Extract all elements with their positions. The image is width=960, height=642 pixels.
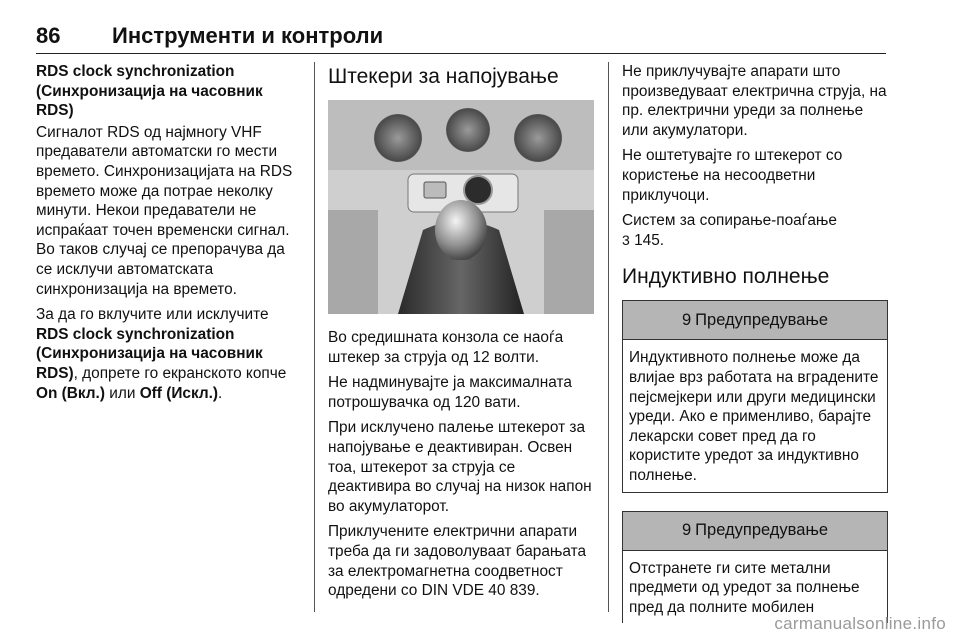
page-reference-icon: 3: [622, 231, 630, 248]
page-header: [36, 24, 886, 54]
outlet-paragraph: Не приклучувајте апарати што произведуваат електрична струја, на пр. електрични уреди за полнење или акумулатори.: [622, 63, 887, 139]
column-left: [36, 62, 302, 409]
button-label-off: Off (Искл.): [139, 384, 219, 402]
gear-knob: [435, 200, 487, 260]
warning-body: [623, 551, 887, 624]
vent-knob-right: [514, 114, 562, 162]
menu-label-rds-sync: RDS clock synchronization (Синхронизација на часовник RDS): [36, 325, 263, 382]
power-outlet-photo: [328, 100, 594, 314]
page-title: Инструменти и контроли: [112, 23, 384, 48]
section-title-inductive-charging: Индуктивно полнење: [622, 265, 830, 289]
rds-instruction-paragraph: [36, 305, 302, 403]
warning-body: [623, 340, 887, 491]
outlet-paragraph: Не надминувајте ја максималната потрошувачка од 120 вати.: [328, 374, 572, 411]
center-console-illustration: [328, 100, 594, 314]
column-right: [622, 62, 888, 641]
page-number: 86: [36, 23, 61, 48]
section-title-power-outlets: Штекери за напојување: [328, 65, 559, 88]
column-divider: [608, 62, 609, 612]
column-divider: [314, 62, 315, 612]
warning-box: [622, 511, 888, 624]
warning-triangle-icon: 9: [681, 310, 692, 329]
rds-subheading-line: RDS clock synchronization: [36, 63, 235, 80]
text-span: За да го вклучите или исклучите: [36, 306, 269, 324]
power-outlet-socket: [464, 176, 492, 204]
warning-box: [622, 300, 888, 492]
text-span: .: [218, 384, 223, 402]
outlet-paragraph: При исклучено палење штекерот за напојување е деактивиран. Освен тоа, штекерот за струја се деактивира во случај на низок напон во акумулаторот.: [328, 419, 592, 515]
text-span: или: [104, 384, 140, 402]
rds-paragraph: Сигналот RDS од најмногу VHF предаватели автоматски го мести времето. Синхронизацијата на RDS времето може да потрае неколку минути. Некои предаватели не испраќаат точен временски сигнал. Во таков случај се препорачува да се исклучи автоматската синхронизација на времето.: [36, 123, 293, 298]
warning-text: Отстранете ги сите метални предмети од уредот за полнење пред да полните мобилен: [629, 559, 860, 616]
rds-subheading-line: (Синхронизација на часовник RDS): [36, 82, 263, 120]
column-middle: [328, 62, 596, 607]
outlet-paragraph: Во средишната конзола се наоѓа штекер за струја од 12 волти.: [328, 329, 564, 366]
rds-subheading: [36, 62, 302, 121]
vent-knob-left: [374, 114, 422, 162]
warning-title: Предупредување: [695, 520, 829, 539]
text-span: , допрете го екранското копче: [73, 364, 287, 382]
vent-knob-center: [446, 108, 490, 152]
cross-reference-text: Систем за сопирање-поаѓање: [622, 212, 837, 230]
button-label-on: On (Вкл.): [36, 384, 105, 402]
outlet-paragraph: Не оштетувајте го штекерот со користење на несоодветни приклучоци.: [622, 147, 843, 204]
watermark: carmanualsonline.info: [774, 614, 946, 633]
warning-triangle-icon: 9: [681, 520, 692, 539]
warning-title: Предупредување: [695, 310, 829, 329]
page-reference-link[interactable]: 145.: [629, 231, 665, 249]
warning-text: Индуктивното полнење може да влијае врз работата на вградените пејсмејкери или други медицински уреди. Ако е применливо, барајте лекарски совет пред да го користите уредот за индуктивно полнење.: [629, 349, 879, 484]
outlet-paragraph: Приклучените електрични апарати треба да ги задоволуваат барањата за електромагнетна соодветност одредени со DIN VDE 40 839.: [328, 523, 587, 600]
warning-header: [623, 301, 887, 340]
cross-reference-paragraph: [622, 211, 888, 250]
warning-header: [623, 512, 887, 551]
